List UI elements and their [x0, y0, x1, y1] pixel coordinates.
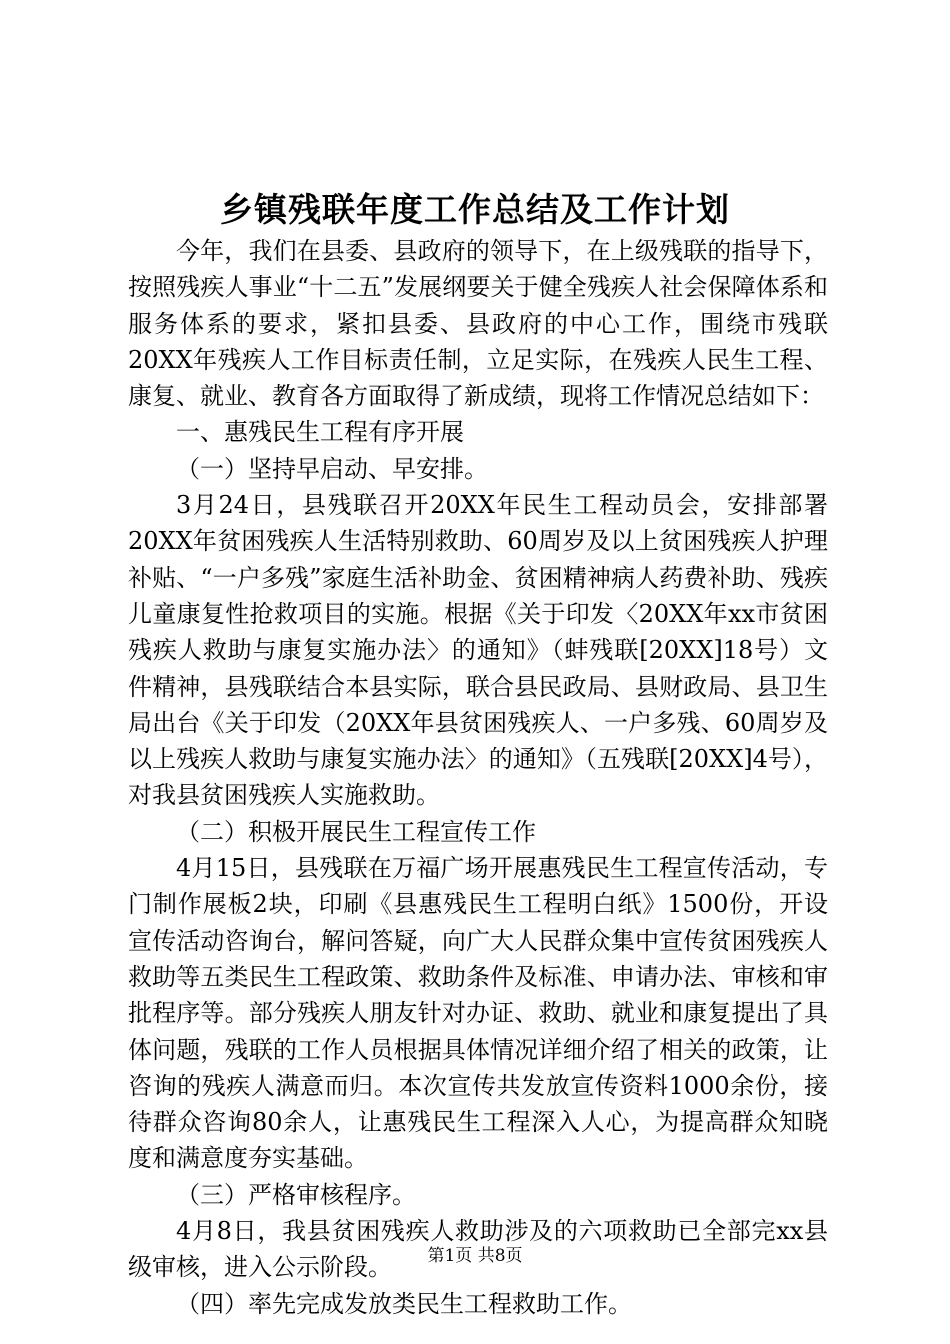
paragraph-2: 4月15日，县残联在万福广场开展惠残民生工程宣传活动，专门制作展板2块，印刷《县惠残民生工程明白纸》1500份，开设宣传活动咨询台，解问答疑，向广大人民群众集中宣传贫困残疾人救助等五类民生工程政策、救助条件及标准、申请办法、审核和审批程序等。部分残疾人朋友针对办证、救助、就业和康复提出了具体问题，残联的工作人员根据具体情况详细介绍了相关的政策，让咨询的残疾人满意而归。本次宣传共发放宣传资料1000余份，接待群众咨询80余人，让惠残民生工程深入人心，为提高群众知晓度和满意度夯实基础。	[128, 854, 828, 1173]
document-title: 乡镇残联年度工作总结及工作计划	[220, 190, 730, 229]
document-body	[128, 233, 828, 1322]
paragraph-3: 4月8日，我县贫困残疾人救助涉及的六项救助已全部完xx县级审核，进入公示阶段。	[128, 1217, 828, 1282]
subsection-heading-4: （四）率先完成发放类民生工程救助工作。	[176, 1289, 632, 1318]
paragraph-1: 3月24日，县残联召开20XX年民生工程动员会，安排部署20XX年贫困残疾人生活特别救助、60周岁及以上贫困残疾人护理补贴、“一户多残”家庭生活补助金、贫困精神病人药费补助、残疾儿童康复性抢救项目的实施。根据《关于印发〈20XX年xx市贫困残疾人救助与康复实施办法〉的通知》（蚌残联[20XX]18号）文件精神，县残联结合本县实际，联合县民政局、县财政局、县卫生局出台《关于印发（20XX年县贫困残疾人、一户多残、60周岁及以上残疾人救助与康复实施办法〉的通知》（五残联[20XX]4号），对我县贫困残疾人实施救助。	[128, 491, 828, 810]
page-footer: 第1页 共8页	[427, 1246, 523, 1266]
subsection-heading-2: （二）积极开展民生工程宣传工作	[176, 817, 536, 846]
subsection-heading-1: （一）坚持早启动、早安排。	[176, 454, 488, 483]
subsection-heading-3: （三）严格审核程序。	[176, 1180, 416, 1209]
intro-paragraph: 今年，我们在县委、县政府的领导下，在上级残联的指导下，按照残疾人事业“十二五”发展纲要关于健全残疾人社会保障体系和服务体系的要求，紧扣县委、县政府的中心工作，围绕市残联20XX年残疾人工作目标责任制，立足实际，在残疾人民生工程、康复、就业、教育各方面取得了新成绩，现将工作情况总结如下：	[128, 237, 828, 411]
section-heading-1: 一、惠残民生工程有序开展	[176, 418, 464, 447]
